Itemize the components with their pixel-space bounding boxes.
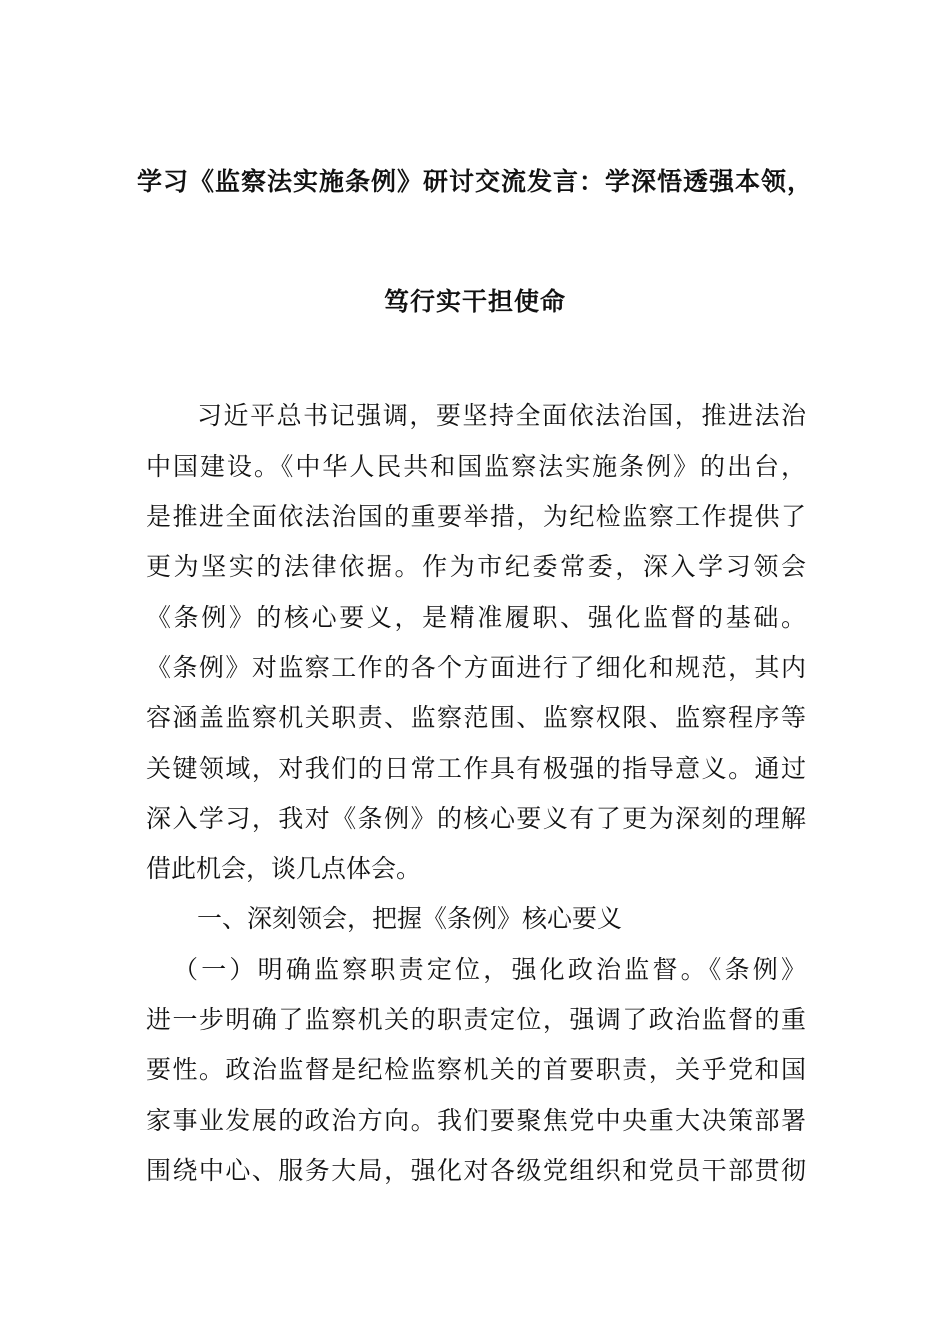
paragraph-line-4: 更为坚实的法律依据。作为市纪委常委，深入学习领会: [146, 552, 806, 581]
subsection-line-3: 要性。政治监督是纪检监察机关的首要职责，关乎党和国: [146, 1055, 806, 1084]
section-heading-1: 一、深刻领会，把握《条例》核心要义: [197, 904, 623, 933]
subsection-line-5: 围绕中心、服务大局，强化对各级党组织和党员干部贯彻: [146, 1156, 806, 1185]
paragraph-line-6: 《条例》对监察工作的各个方面进行了细化和规范，其内: [146, 653, 806, 682]
paragraph-line-9: 深入学习，我对《条例》的核心要义有了更为深刻的理解: [146, 804, 806, 833]
subsection-line-1: （一）明确监察职责定位，强化政治监督。《条例》: [173, 955, 806, 984]
document-title-line-1: 学习《监察法实施条例》研讨交流发言：学深悟透强本领，: [136, 167, 813, 196]
paragraph-line-8: 关键领域，对我们的日常工作具有极强的指导意义。通过: [146, 754, 806, 783]
document-title-line-2: 笃行实干担使命: [383, 287, 566, 316]
paragraph-line-10: 借此机会，谈几点体会。: [146, 854, 422, 883]
subsection-line-2: 进一步明确了监察机关的职责定位，强调了政治监督的重: [146, 1005, 806, 1034]
paragraph-line-1: 习近平总书记强调，要坚持全面依法治国，推进法治: [197, 401, 806, 430]
paragraph-line-3: 是推进全面依法治国的重要举措，为纪检监察工作提供了: [146, 502, 806, 531]
paragraph-line-2: 中国建设。《中华人民共和国监察法实施条例》的出台，: [146, 452, 806, 481]
paragraph-line-5: 《条例》的核心要义，是精准履职、强化监督的基础。: [146, 603, 806, 632]
paragraph-line-7: 容涵盖监察机关职责、监察范围、监察权限、监察程序等: [146, 703, 806, 732]
subsection-line-4: 家事业发展的政治方向。我们要聚焦党中央重大决策部署: [146, 1106, 806, 1135]
